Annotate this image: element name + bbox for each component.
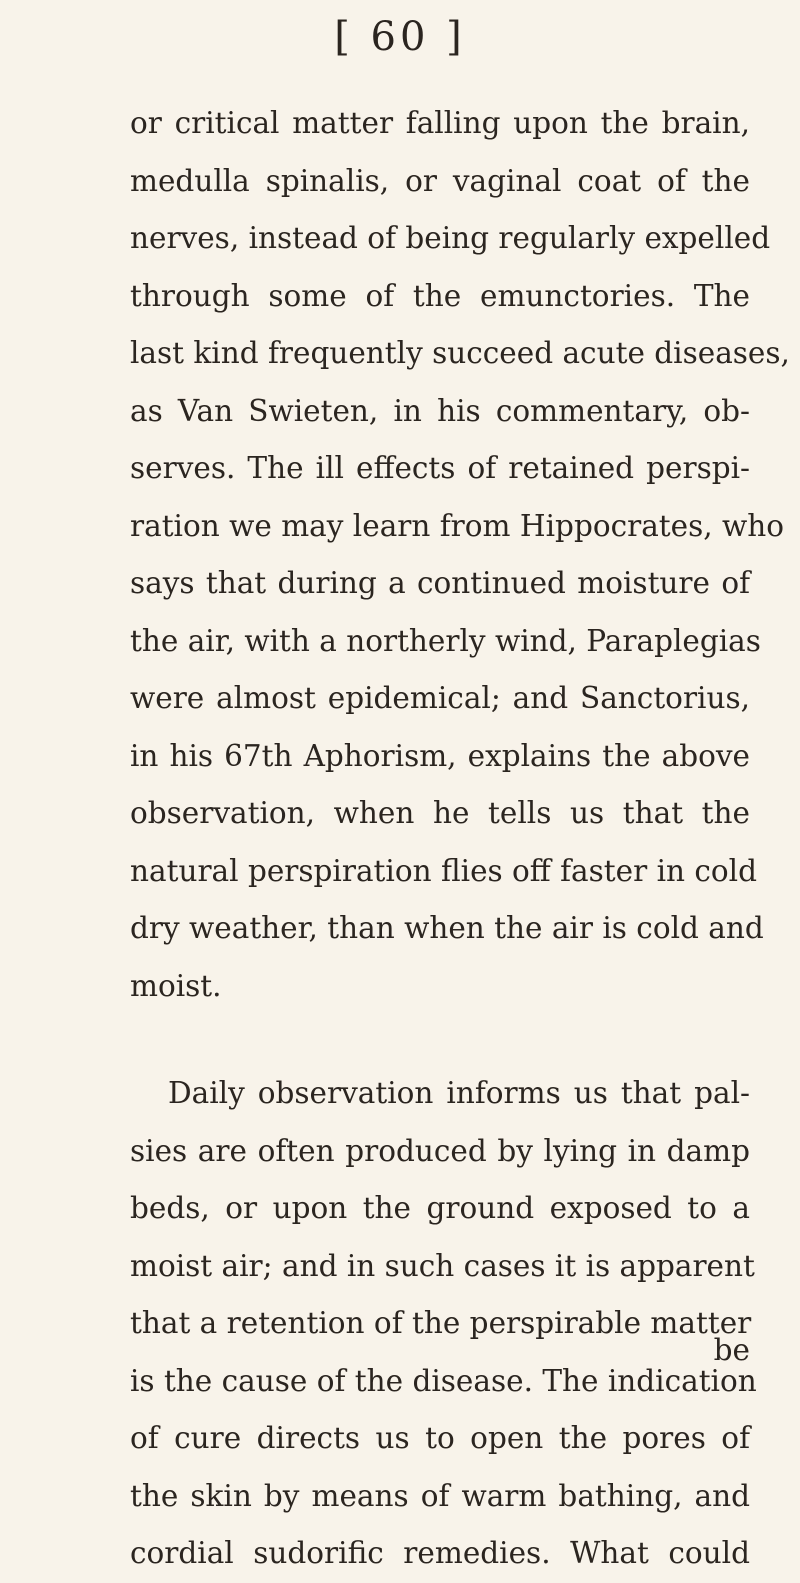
text-line: in his 67th Aphorism, explains the above bbox=[130, 738, 750, 773]
text-line: as Van Swieten, in his commentary, ob- bbox=[130, 393, 750, 428]
text-line: says that during a continued moisture of bbox=[130, 566, 750, 600]
text-line: is the cause of the disease. The indication bbox=[130, 1363, 757, 1398]
text-line: sies are often produced by lying in damp bbox=[130, 1133, 750, 1168]
text-line: serves. The ill effects of retained perspi- bbox=[130, 451, 750, 485]
text-line: nerves, instead of being regularly expelled bbox=[130, 221, 771, 255]
text-line: ration we may learn from Hippocrates, who bbox=[130, 508, 785, 543]
text-line: Daily observation informs us that pal- bbox=[168, 1076, 750, 1110]
body-text bbox=[130, 95, 790, 1583]
text-line: beds, or upon the ground exposed to a bbox=[130, 1191, 750, 1225]
text-line: last kind frequently succeed acute diseases, bbox=[130, 336, 790, 370]
page-number: [ 60 ] bbox=[334, 14, 466, 60]
text-line: the skin by means of warm bathing, and bbox=[130, 1478, 750, 1513]
text-line: dry weather, than when the air is cold and bbox=[130, 911, 764, 945]
text-line: or critical matter falling upon the brain, bbox=[130, 106, 750, 140]
text-line: observation, when he tells us that the bbox=[130, 796, 750, 830]
text-line: medulla spinalis, or vaginal coat of the bbox=[130, 163, 750, 198]
catchword: be bbox=[713, 1333, 750, 1367]
text-line: that a retention of the perspirable matter bbox=[130, 1306, 752, 1340]
text-line: the air, with a northerly wind, Paraplegias bbox=[130, 623, 761, 658]
text-line: cordial sudorific remedies. What could bbox=[130, 1536, 750, 1570]
text-line: of cure directs us to open the pores of bbox=[130, 1421, 750, 1455]
paragraph-gap bbox=[130, 1015, 750, 1065]
text-line: through some of the emunctories. The bbox=[130, 278, 750, 313]
text-line: moist. bbox=[130, 968, 222, 1003]
text-line: moist air; and in such cases it is apparent bbox=[130, 1248, 755, 1283]
text-line: were almost epidemical; and Sanctorius, bbox=[130, 681, 750, 715]
text-line: natural perspiration flies off faster in cold bbox=[130, 853, 757, 888]
